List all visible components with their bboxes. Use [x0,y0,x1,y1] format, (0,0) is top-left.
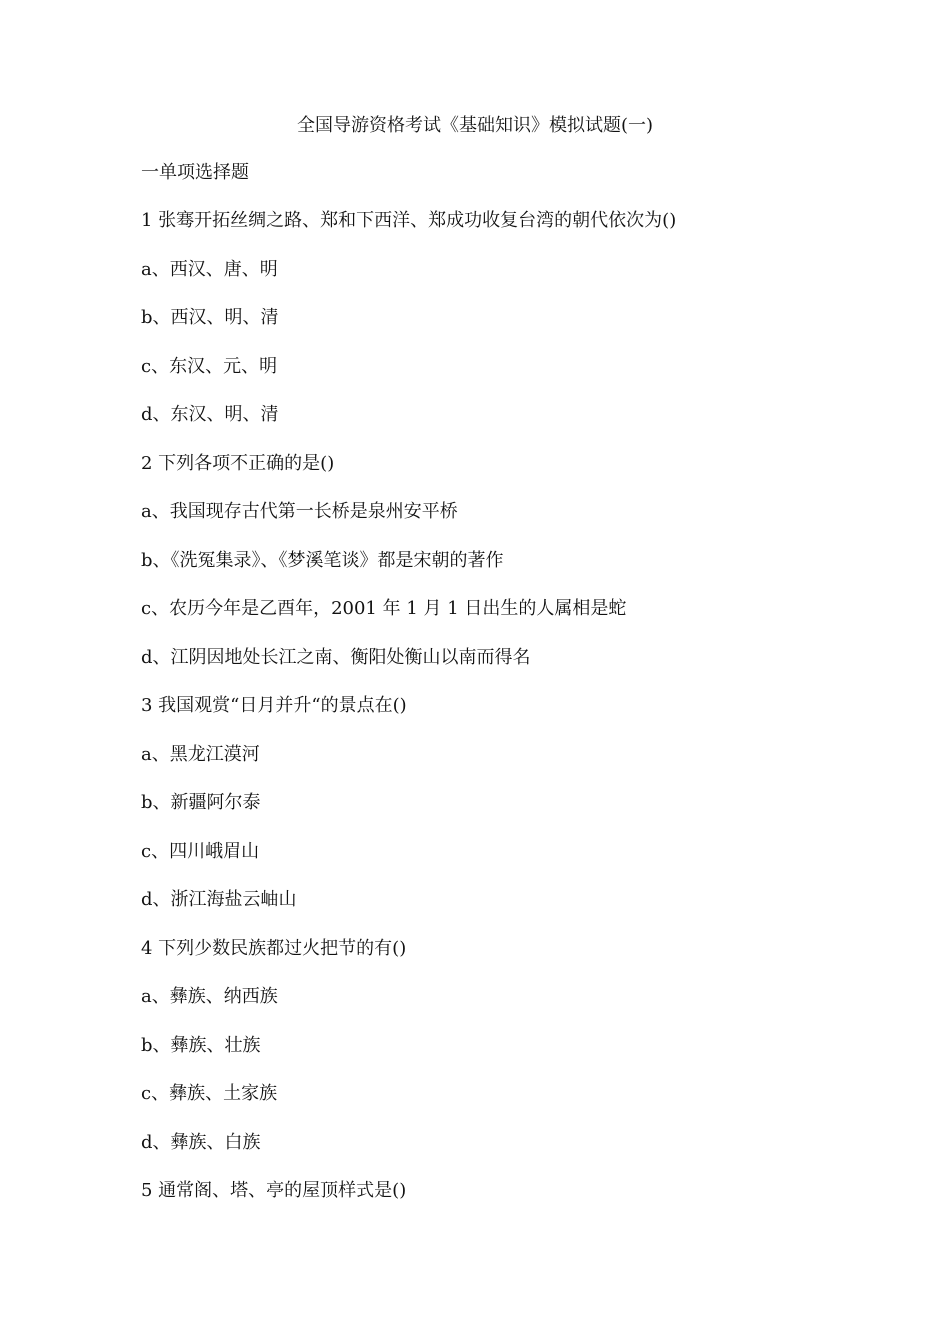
question-4-option-a: a、彝族、纳西族 [141,986,278,1007]
question-5-stem: 5 通常阁、塔、亭的屋顶样式是() [141,1180,407,1201]
question-2-option-d: d、江阴因地处长江之南、衡阳处衡山以南而得名 [141,647,531,668]
question-4-stem: 4 下列少数民族都过火把节的有() [141,938,407,959]
question-3-option-b: b、新疆阿尔泰 [141,792,261,813]
question-1-option-a: a、西汉、唐、明 [141,259,278,280]
question-4-option-c: c、彝族、土家族 [141,1083,278,1104]
question-2-option-b: b、《洗冤集录》、《梦溪笔谈》都是宋朝的著作 [141,550,504,571]
question-3-option-c: c、四川峨眉山 [141,841,260,862]
question-2-option-a: a、我国现存古代第一长桥是泉州安平桥 [141,501,458,522]
question-1-option-d: d、东汉、明、清 [141,404,279,425]
question-4-option-d: d、彝族、白族 [141,1132,261,1153]
document-title: 全国导游资格考试《基础知识》模拟试题(一) [296,115,654,136]
question-3-option-a: a、黑龙江漠河 [141,744,260,765]
question-1-option-c: c、东汉、元、明 [141,356,278,377]
question-1-option-b: b、西汉、明、清 [141,307,279,328]
question-2-option-c: c、农历今年是乙酉年，2001 年 1 月 1 日出生的人属相是蛇 [141,598,627,619]
question-3-option-d: d、浙江海盐云岫山 [141,889,297,910]
question-3-stem: 3 我国观赏“日月并升“的景点在() [141,695,407,716]
question-4-option-b: b、彝族、壮族 [141,1035,261,1056]
question-1-stem: 1 张骞开拓丝绸之路、郑和下西洋、郑成功收复台湾的朝代依次为() [141,210,677,231]
question-2-stem: 2 下列各项不正确的是() [141,453,335,474]
section-heading: 一单项选择题 [141,162,249,183]
